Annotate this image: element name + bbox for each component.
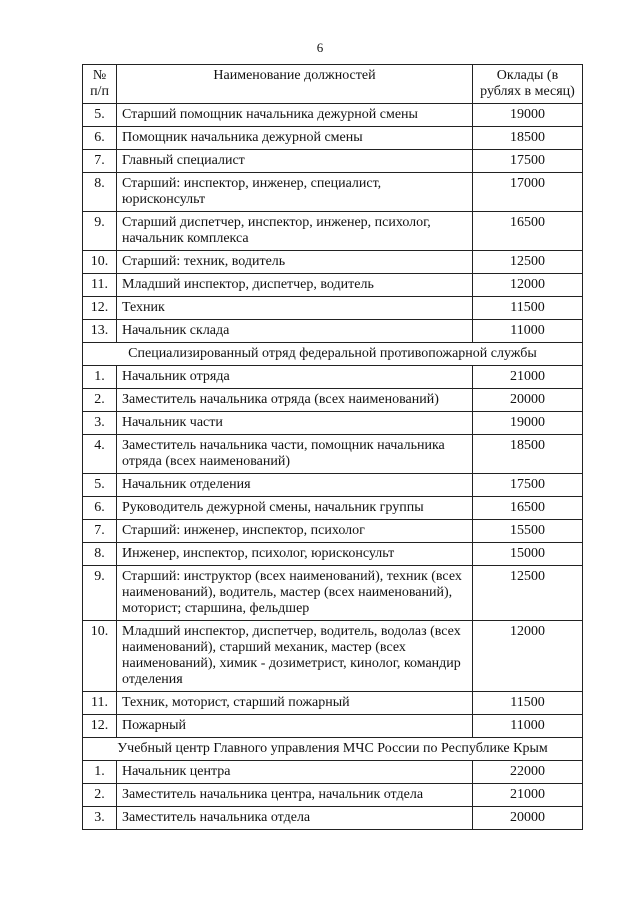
row-number: 10. xyxy=(83,621,117,692)
table-row xyxy=(83,150,583,173)
row-number: 10. xyxy=(83,251,117,274)
row-position-name: Старший диспетчер, инспектор, инженер, психолог, начальник комплекса xyxy=(117,212,473,251)
row-salary: 15500 xyxy=(473,520,583,543)
row-salary: 19000 xyxy=(473,104,583,127)
row-position-name: Начальник части xyxy=(117,412,473,435)
header-salary: Оклады (в рублях в месяц) xyxy=(473,65,583,104)
row-salary: 12000 xyxy=(473,274,583,297)
row-position-name: Начальник склада xyxy=(117,320,473,343)
row-salary: 11000 xyxy=(473,715,583,738)
table-row xyxy=(83,520,583,543)
table-row xyxy=(83,621,583,692)
row-position-name: Начальник отделения xyxy=(117,474,473,497)
table-row xyxy=(83,692,583,715)
row-number: 8. xyxy=(83,543,117,566)
row-number: 6. xyxy=(83,497,117,520)
row-salary: 21000 xyxy=(473,784,583,807)
row-number: 13. xyxy=(83,320,117,343)
table-row xyxy=(83,274,583,297)
table-row xyxy=(83,297,583,320)
row-salary: 19000 xyxy=(473,412,583,435)
header-number: № п/п xyxy=(83,65,117,104)
row-number: 5. xyxy=(83,104,117,127)
row-number: 1. xyxy=(83,761,117,784)
row-position-name: Главный специалист xyxy=(117,150,473,173)
row-number: 3. xyxy=(83,412,117,435)
row-number: 4. xyxy=(83,435,117,474)
row-position-name: Заместитель начальника отряда (всех наименований) xyxy=(117,389,473,412)
row-number: 7. xyxy=(83,520,117,543)
row-number: 1. xyxy=(83,366,117,389)
row-number: 8. xyxy=(83,173,117,212)
row-number: 12. xyxy=(83,297,117,320)
table-row xyxy=(83,366,583,389)
row-position-name: Старший: инструктор (всех наименований), техник (всех наименований), водитель, мастер (всех наименований), моторист; старшина, фельдшер xyxy=(117,566,473,621)
table-row xyxy=(83,807,583,830)
row-position-name: Старший помощник начальника дежурной смены xyxy=(117,104,473,127)
row-number: 11. xyxy=(83,692,117,715)
row-position-name: Старший: техник, водитель xyxy=(117,251,473,274)
row-number: 5. xyxy=(83,474,117,497)
table-row xyxy=(83,435,583,474)
row-salary: 20000 xyxy=(473,807,583,830)
row-position-name: Начальник отряда xyxy=(117,366,473,389)
row-salary: 11500 xyxy=(473,692,583,715)
row-position-name: Инженер, инспектор, психолог, юрисконсульт xyxy=(117,543,473,566)
row-number: 12. xyxy=(83,715,117,738)
row-position-name: Заместитель начальника отдела xyxy=(117,807,473,830)
row-salary: 18500 xyxy=(473,435,583,474)
page-number: 6 xyxy=(316,40,324,55)
table-row xyxy=(83,127,583,150)
row-position-name: Техник xyxy=(117,297,473,320)
row-salary: 12500 xyxy=(473,566,583,621)
table-row xyxy=(83,389,583,412)
row-position-name: Техник, моторист, старший пожарный xyxy=(117,692,473,715)
row-position-name: Начальник центра xyxy=(117,761,473,784)
row-salary: 18500 xyxy=(473,127,583,150)
section-title: Специализированный отряд федеральной противопожарной службы xyxy=(83,343,583,366)
row-number: 9. xyxy=(83,212,117,251)
row-position-name: Заместитель начальника части, помощник начальника отряда (всех наименований) xyxy=(117,435,473,474)
row-position-name: Старший: инженер, инспектор, психолог xyxy=(117,520,473,543)
row-salary: 17500 xyxy=(473,150,583,173)
row-salary: 12500 xyxy=(473,251,583,274)
table-row xyxy=(83,412,583,435)
row-salary: 17500 xyxy=(473,474,583,497)
row-salary: 16500 xyxy=(473,212,583,251)
table-row xyxy=(83,566,583,621)
section-title: Учебный центр Главного управления МЧС России по Республике Крым xyxy=(83,738,583,761)
table-row xyxy=(83,543,583,566)
row-position-name: Младший инспектор, диспетчер, водитель, водолаз (всех наименований), старший механик, мастер (всех наименований), химик - дозиметрист, кинолог, командир отделения xyxy=(117,621,473,692)
row-position-name: Младший инспектор, диспетчер, водитель xyxy=(117,274,473,297)
row-salary: 15000 xyxy=(473,543,583,566)
row-salary: 21000 xyxy=(473,366,583,389)
row-number: 3. xyxy=(83,807,117,830)
table-header xyxy=(83,65,583,104)
section-header-row xyxy=(83,343,583,366)
table-body xyxy=(83,104,583,830)
row-number: 2. xyxy=(83,389,117,412)
table-row xyxy=(83,497,583,520)
row-number: 11. xyxy=(83,274,117,297)
row-number: 9. xyxy=(83,566,117,621)
row-number: 2. xyxy=(83,784,117,807)
row-salary: 17000 xyxy=(473,173,583,212)
table-row xyxy=(83,212,583,251)
salary-table xyxy=(82,64,583,830)
row-salary: 16500 xyxy=(473,497,583,520)
table-row xyxy=(83,320,583,343)
row-salary: 11500 xyxy=(473,297,583,320)
row-position-name: Старший: инспектор, инженер, специалист, юрисконсульт xyxy=(117,173,473,212)
row-salary: 11000 xyxy=(473,320,583,343)
table-row xyxy=(83,784,583,807)
table-row xyxy=(83,104,583,127)
table-row xyxy=(83,715,583,738)
table-row xyxy=(83,474,583,497)
row-position-name: Помощник начальника дежурной смены xyxy=(117,127,473,150)
row-number: 7. xyxy=(83,150,117,173)
table-row xyxy=(83,761,583,784)
row-salary: 12000 xyxy=(473,621,583,692)
row-position-name: Заместитель начальника центра, начальник отдела xyxy=(117,784,473,807)
section-header-row xyxy=(83,738,583,761)
table-row xyxy=(83,251,583,274)
row-salary: 20000 xyxy=(473,389,583,412)
row-position-name: Пожарный xyxy=(117,715,473,738)
header-position-name: Наименование должностей xyxy=(117,65,473,104)
row-position-name: Руководитель дежурной смены, начальник группы xyxy=(117,497,473,520)
row-salary: 22000 xyxy=(473,761,583,784)
table-row xyxy=(83,173,583,212)
row-number: 6. xyxy=(83,127,117,150)
